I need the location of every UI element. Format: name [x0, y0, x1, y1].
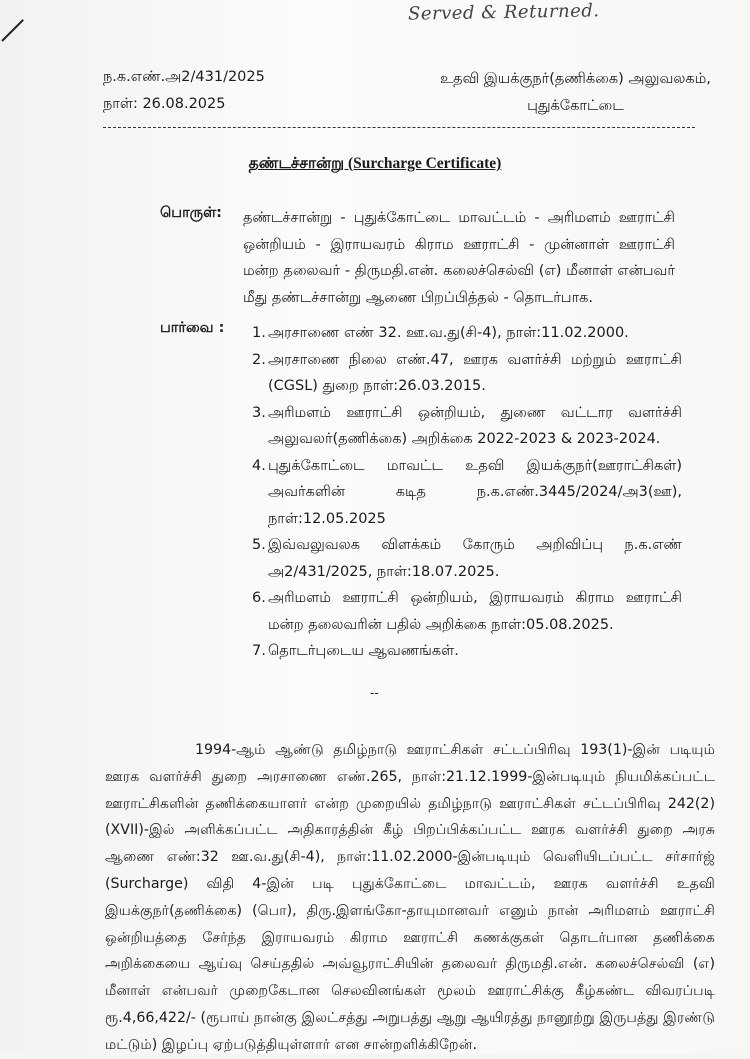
subject-label: பொருள்:	[160, 205, 222, 221]
section-separator: --	[370, 686, 379, 700]
office-location: புதுக்கோட்டை	[527, 98, 624, 114]
document-title: தண்டச்சான்று (Surcharge Certificate)	[248, 155, 502, 172]
reference-item: 3. அரிமளம் ஊராட்சி ஒன்றியம், துணை வட்டார வளர்ச்சி அலுவலர்(தணிக்கை) அறிக்கை 2022-2023 & 2023-2024.	[252, 404, 682, 447]
references-list	[252, 320, 682, 665]
pen-mark	[1, 19, 24, 42]
reference-item: 7. தொடர்புடைய ஆவணங்கள்.	[252, 643, 459, 659]
subject-text: தண்டச்சான்று - புதுக்கோட்டை மாவட்டம் - அரிமளம் ஊராட்சி ஒன்றியம் - இராயவரம் கிராம ஊராட்சி - முன்னாள் ஊராட்சி மன்ற தலைவர் - திருமதி.என். கலைச்செல்வி (எ) மீனாள் என்பவர் மீது தண்டச்சான்று ஆணை பிறப்பித்தல் - தொடர்பாக.	[243, 210, 675, 306]
certificate-body-paragraph: 1994-ஆம் ஆண்டு தமிழ்நாடு ஊராட்சிகள் சட்டப்பிரிவு 193(1)-இன் படியும் ஊரக வளர்ச்சி துறை அரசாணை எண்.265, நாள்:21.12.1999-இன்படியும் நியமிக்கப்பட்ட ஊராட்சிகளின் தணிக்கையாளர் என்ற முறையில் தமிழ்நாடு ஊராட்சிகள் சட்டப்பிரிவு 242(2) (XVII)-இல் அளிக்கப்பட்ட அதிகாரத்தின் கீழ் பிறப்பிக்கப்பட்ட ஊரக வளர்ச்சி துறை அரசு ஆணை எண்:32 ஊ.வ.து(சி-4), நாள்:11.02.2000-இன்படியும் வெளியிடப்பட்ட சர்சார்ஜ் (Surcharge) விதி 4-இன் படி புதுக்கோட்டை மாவட்டம், ஊரக வளர்ச்சி உதவி இயக்குநர்(தணிக்கை) (பொ), திரு.இளங்கோ-தாயுமானவர் எனும் நான் அரிமளம் ஊராட்சி ஒன்றியத்தை சேர்ந்த இராயவரம் கிராம ஊராட்சி கணக்குகள் தொடர்பான தணிக்கை அறிக்கையை ஆய்வு செய்ததில் அவ்வூராட்சியின் தலைவர் திருமதி.என். கலைச்செல்வி (எ) மீனாள் என்பவர் முறைகேடான செலவினங்கள் மூலம் ஊராட்சிக்கு கீழ்கண்ட விவரப்படி ரூ.4,66,422/- (ரூபாய் நான்கு இலட்சத்து அறுபத்து ஆறு ஆயிரத்து நானூற்று இருபத்து இரண்டு மட்டும்) இழப்பு ஏற்படுத்தியுள்ளார் என சான்றளிக்கிறேன்.	[105, 742, 715, 1053]
handwritten-note: Served & Returned.	[407, 0, 600, 25]
reference-item: 6. அரிமளம் ஊராட்சி ஒன்றியம், இராயவரம் கிராம ஊராட்சி மன்ற தலைவரின் பதில் அறிக்கை நாள்:05.08.2025.	[252, 590, 682, 633]
document-date: நாள்: 26.08.2025	[103, 96, 226, 112]
references-label: பார்வை :	[160, 320, 225, 336]
reference-item: 1. அரசாணை எண் 32. ஊ.வ.து(சி-4), நாள்:11.02.2000.	[252, 325, 629, 341]
reference-item: 4. புதுக்கோட்டை மாவட்ட உதவி இயக்குநர்(ஊராட்சிகள்) அவர்களின் கடித ந.க.எண்.3445/2024/அ3(ஊ), நாள்:12.05.2025	[252, 457, 682, 527]
reference-number: ந.க.எண்.அ2/431/2025	[103, 69, 265, 85]
reference-item: 2. அரசாணை நிலை எண்.47, ஊரக வளர்ச்சி மற்றும் ஊராட்சி (CGSL) துறை நாள்:26.03.2015.	[252, 351, 682, 394]
office-name: உதவி இயக்குநர்(தணிக்கை) அலுவலகம்,	[440, 71, 711, 87]
header-divider	[103, 127, 695, 128]
reference-block	[103, 64, 265, 118]
reference-item: 5. இவ்வலுவலக விளக்கம் கோரும் அறிவிப்பு ந.க.எண் அ2/431/2025, நாள்:18.07.2025.	[252, 537, 682, 580]
office-address	[440, 66, 711, 120]
